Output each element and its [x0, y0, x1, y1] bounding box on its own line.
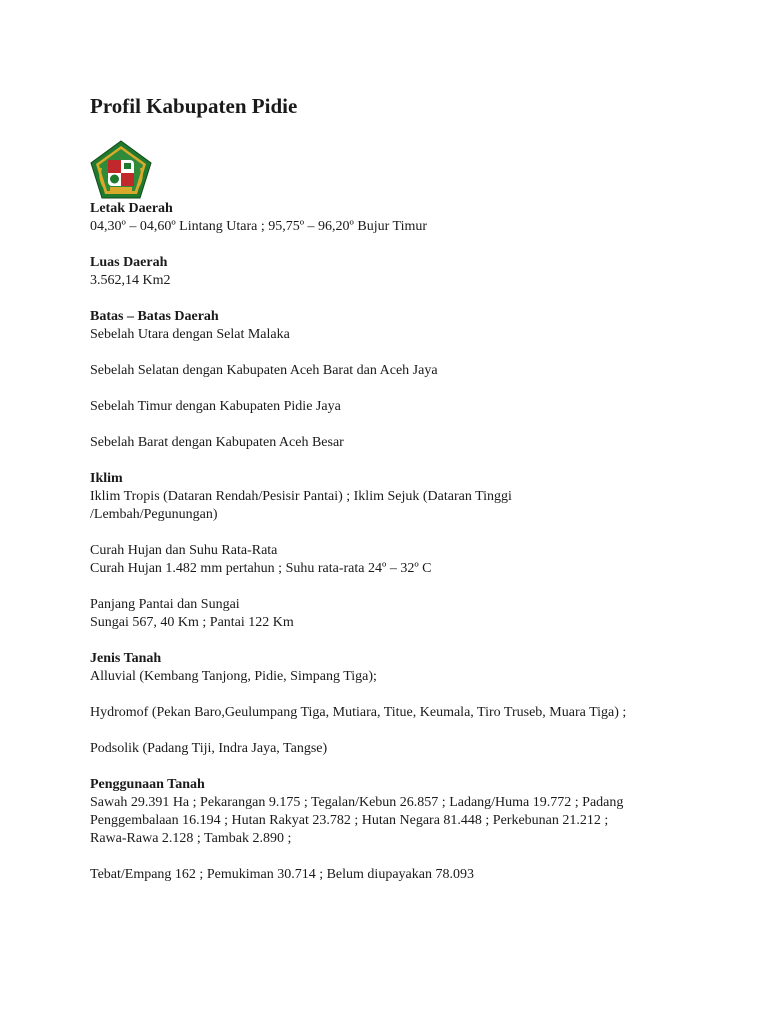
- section-heading: Jenis Tanah: [90, 651, 162, 666]
- section-text: Sungai 567, 40 Km ; Pantai 122 Km: [90, 615, 294, 630]
- section-text: Penggembalaan 16.194 ; Hutan Rakyat 23.782 ; Hutan Negara 81.448 ; Perkebunan 21.212 ;: [90, 813, 609, 828]
- section-text: Podsolik (Padang Tiji, Indra Jaya, Tangse): [90, 741, 328, 756]
- section-penggunaan-tanah: [90, 776, 710, 884]
- section-text: Rawa-Rawa 2.128 ; Tambak 2.890 ;: [90, 831, 292, 846]
- section-text: /Lembah/Pegunungan): [90, 507, 218, 522]
- section-heading: Iklim: [90, 471, 123, 486]
- coat-of-arms-icon: [90, 140, 152, 200]
- section-text: Curah Hujan 1.482 mm pertahun ; Suhu rata-rata 24º – 32º C: [90, 561, 432, 576]
- section-jenis-tanah: [90, 650, 710, 758]
- section-text: Sebelah Timur dengan Kabupaten Pidie Jaya: [90, 399, 341, 414]
- section-text: Alluvial (Kembang Tanjong, Pidie, Simpang Tiga);: [90, 669, 377, 684]
- section-batas-daerah: [90, 308, 710, 452]
- section-heading: Luas Daerah: [90, 255, 168, 270]
- section-text: 04,30º – 04,60º Lintang Utara ; 95,75º – 96,20º Bujur Timur: [90, 219, 428, 234]
- section-text: Sebelah Selatan dengan Kabupaten Aceh Barat dan Aceh Jaya: [90, 363, 438, 378]
- section-luas-daerah: [90, 254, 710, 290]
- section-text: Sebelah Barat dengan Kabupaten Aceh Besar: [90, 435, 344, 450]
- subsection-title: Curah Hujan dan Suhu Rata-Rata: [90, 543, 278, 558]
- section-heading: Batas – Batas Daerah: [90, 309, 219, 324]
- subsection-title: Panjang Pantai dan Sungai: [90, 597, 240, 612]
- section-text: Hydromof (Pekan Baro,Geulumpang Tiga, Mutiara, Titue, Keumala, Tiro Truseb, Muara Tiga) ;: [90, 705, 627, 720]
- document-body: [90, 200, 710, 902]
- section-iklim: [90, 470, 710, 632]
- section-text: Iklim Tropis (Dataran Rendah/Pesisir Pantai) ; Iklim Sejuk (Dataran Tinggi: [90, 489, 512, 504]
- section-text: Tebat/Empang 162 ; Pemukiman 30.714 ; Belum diupayakan 78.093: [90, 867, 474, 882]
- section-letak-daerah: [90, 200, 710, 236]
- section-heading: Letak Daerah: [90, 201, 173, 216]
- section-text: Sebelah Utara dengan Selat Malaka: [90, 327, 290, 342]
- section-heading: Penggunaan Tanah: [90, 777, 205, 792]
- document-title: Profil Kabupaten Pidie: [90, 94, 298, 118]
- section-text: Sawah 29.391 Ha ; Pekarangan 9.175 ; Tegalan/Kebun 26.857 ; Ladang/Huma 19.772 ; Padang: [90, 795, 624, 810]
- section-text: 3.562,14 Km2: [90, 273, 171, 288]
